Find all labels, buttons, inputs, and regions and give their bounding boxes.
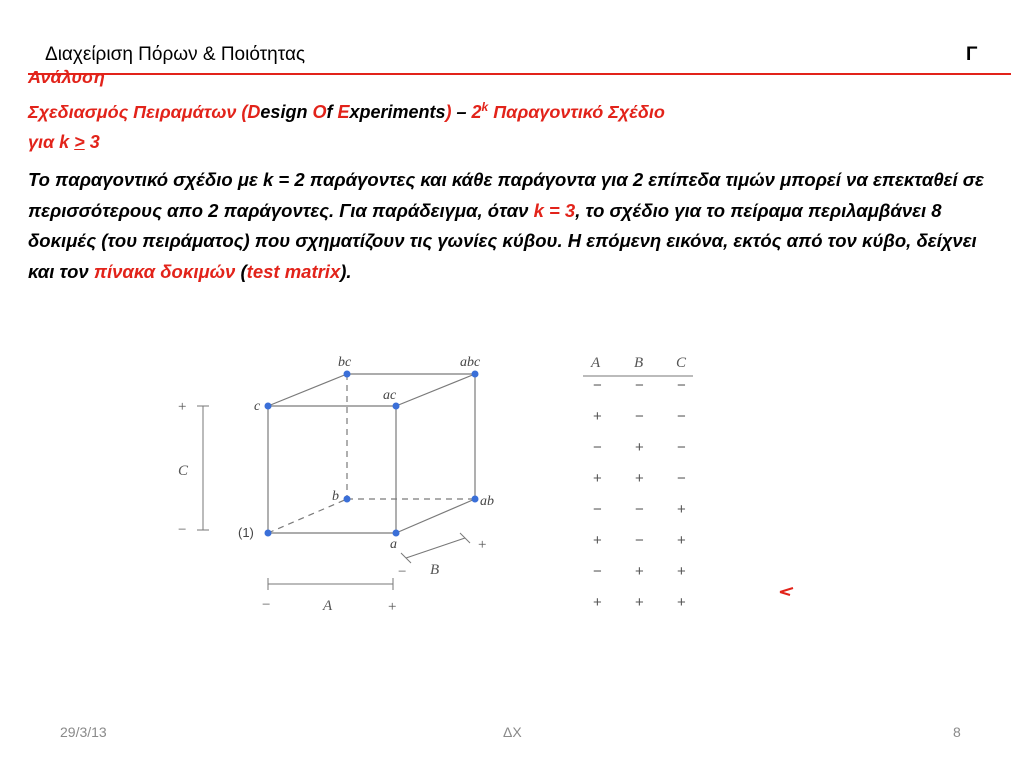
header-letter: Γ bbox=[966, 44, 978, 65]
matrix-cell: − bbox=[635, 377, 644, 394]
matrix-cell: − bbox=[635, 532, 644, 549]
doe-factorial: Παραγοντικό Σχέδιο bbox=[488, 102, 665, 122]
footer-date: 29/3/13 bbox=[60, 724, 107, 740]
matrix-cell: + bbox=[677, 532, 686, 549]
doe-f: f bbox=[326, 102, 338, 122]
matrix-cell: + bbox=[635, 470, 644, 487]
cube-edges bbox=[268, 374, 475, 533]
header-title: Διαχείριση Πόρων & Ποιότητας bbox=[45, 44, 306, 65]
para-k3: k = 3 bbox=[533, 199, 576, 221]
axis-a-minus: − bbox=[262, 597, 271, 613]
para-text-4: ). bbox=[340, 260, 352, 282]
vertex-dot-ab bbox=[472, 496, 479, 503]
doe-k-sup: k bbox=[481, 100, 489, 114]
matrix-cell: − bbox=[593, 501, 602, 518]
line2-post: 3 bbox=[84, 132, 100, 152]
cube-figure bbox=[160, 340, 810, 625]
vertex-label-b: b bbox=[332, 489, 339, 504]
para-test-matrix-en: test matrix bbox=[246, 260, 341, 282]
doe-dash: – bbox=[451, 102, 472, 122]
subtitle-line-1 bbox=[28, 92, 665, 127]
matrix-cell: + bbox=[635, 594, 644, 611]
axis-b-label: B bbox=[430, 562, 440, 578]
vertex-label-a: a bbox=[390, 537, 397, 552]
matrix-cell: + bbox=[635, 563, 644, 580]
matrix-cell: − bbox=[593, 377, 602, 394]
axis-b-plus: + bbox=[478, 537, 487, 553]
footer-author: ΔΧ bbox=[503, 724, 522, 740]
doe-esign: esign bbox=[260, 102, 313, 122]
subtitle-line-2 bbox=[28, 127, 665, 157]
axis-a-plus: + bbox=[388, 599, 397, 615]
doe-close: ) bbox=[445, 102, 452, 122]
vertex-label-ab: ab bbox=[480, 494, 494, 509]
body-paragraph bbox=[28, 165, 1008, 287]
matrix-cell: + bbox=[593, 408, 602, 425]
matrix-cell: − bbox=[677, 408, 686, 425]
test-matrix bbox=[583, 355, 693, 376]
axis-c bbox=[197, 406, 209, 530]
doe-greek: Σχεδιασμός Πειραμάτων ( bbox=[28, 102, 248, 122]
matrix-cell: − bbox=[593, 439, 602, 456]
para-text-1: Το παραγοντικό σχέδιο με k = 2 παράγοντες και κάθε παράγοντα για 2 επίπεδα τιμών μπορεί να επεκταθεί σε περισσότερους απο 2 παράγοντες. Για παράδειγμα, όταν bbox=[28, 169, 984, 221]
matrix-header-c: C bbox=[676, 355, 687, 371]
vertex-dot-ac bbox=[393, 403, 400, 410]
matrix-cell: − bbox=[635, 501, 644, 518]
subtitle bbox=[28, 62, 665, 157]
matrix-cell: + bbox=[677, 501, 686, 518]
axis-b-minus: − bbox=[398, 564, 407, 580]
footer-page: 8 bbox=[953, 724, 961, 740]
axis-c-minus: − bbox=[178, 522, 187, 538]
axis-c-label: C bbox=[178, 463, 189, 479]
matrix-cell: + bbox=[593, 594, 602, 611]
vertex-label-ac: ac bbox=[383, 388, 397, 403]
para-text-2: , το σχέδιο για το πείραμα περιλαμβάνει 8 δοκιμές (του πειράματος) που σχηματίζουν τις γωνίες κύβου. Η επόμενη εικόνα, εκτός από τον κύβο, δείχνει και τον bbox=[28, 199, 977, 282]
vertex-dot-a bbox=[393, 530, 400, 537]
red-arrow-icon bbox=[780, 588, 793, 595]
doe-o: O bbox=[312, 102, 327, 122]
matrix-header-a: A bbox=[591, 355, 601, 371]
para-text-3: ( bbox=[235, 260, 247, 282]
vertex-label-1: (1) bbox=[238, 525, 254, 540]
matrix-cell: + bbox=[593, 532, 602, 549]
matrix-cell: − bbox=[677, 439, 686, 456]
matrix-cell: + bbox=[677, 594, 686, 611]
vertex-dot-c bbox=[265, 403, 272, 410]
vertex-dot-abc bbox=[472, 371, 479, 378]
para-test-matrix-gr: πίνακα δοκιμών bbox=[93, 260, 236, 282]
axis-a-label: A bbox=[323, 598, 333, 614]
vertex-label-bc: bc bbox=[338, 355, 352, 370]
vertex-dot-1 bbox=[265, 530, 272, 537]
vertex-label-c: c bbox=[254, 399, 261, 414]
matrix-cell: − bbox=[677, 470, 686, 487]
matrix-header-b: B bbox=[634, 355, 644, 371]
doe-d: D bbox=[247, 102, 261, 122]
test-matrix-rows bbox=[593, 377, 686, 611]
axis-b bbox=[401, 533, 470, 563]
axis-a bbox=[268, 578, 393, 590]
vertex-dot-bc bbox=[344, 371, 351, 378]
line2-pre: για k bbox=[28, 132, 75, 152]
subtitle-line-0: Ανάλυση bbox=[28, 67, 105, 87]
doe-e: E bbox=[337, 102, 350, 122]
vertex-label-abc: abc bbox=[460, 355, 481, 370]
line2-ge: > bbox=[74, 132, 85, 152]
matrix-cell: + bbox=[635, 439, 644, 456]
doe-two: 2 bbox=[471, 102, 482, 122]
doe-xperiments: xperiments bbox=[349, 102, 446, 122]
matrix-cell: − bbox=[593, 563, 602, 580]
vertex-dot-b bbox=[344, 496, 351, 503]
matrix-cell: + bbox=[593, 470, 602, 487]
matrix-cell: + bbox=[677, 563, 686, 580]
axis-c-plus: + bbox=[178, 399, 187, 415]
matrix-cell: − bbox=[677, 377, 686, 394]
matrix-cell: − bbox=[635, 408, 644, 425]
